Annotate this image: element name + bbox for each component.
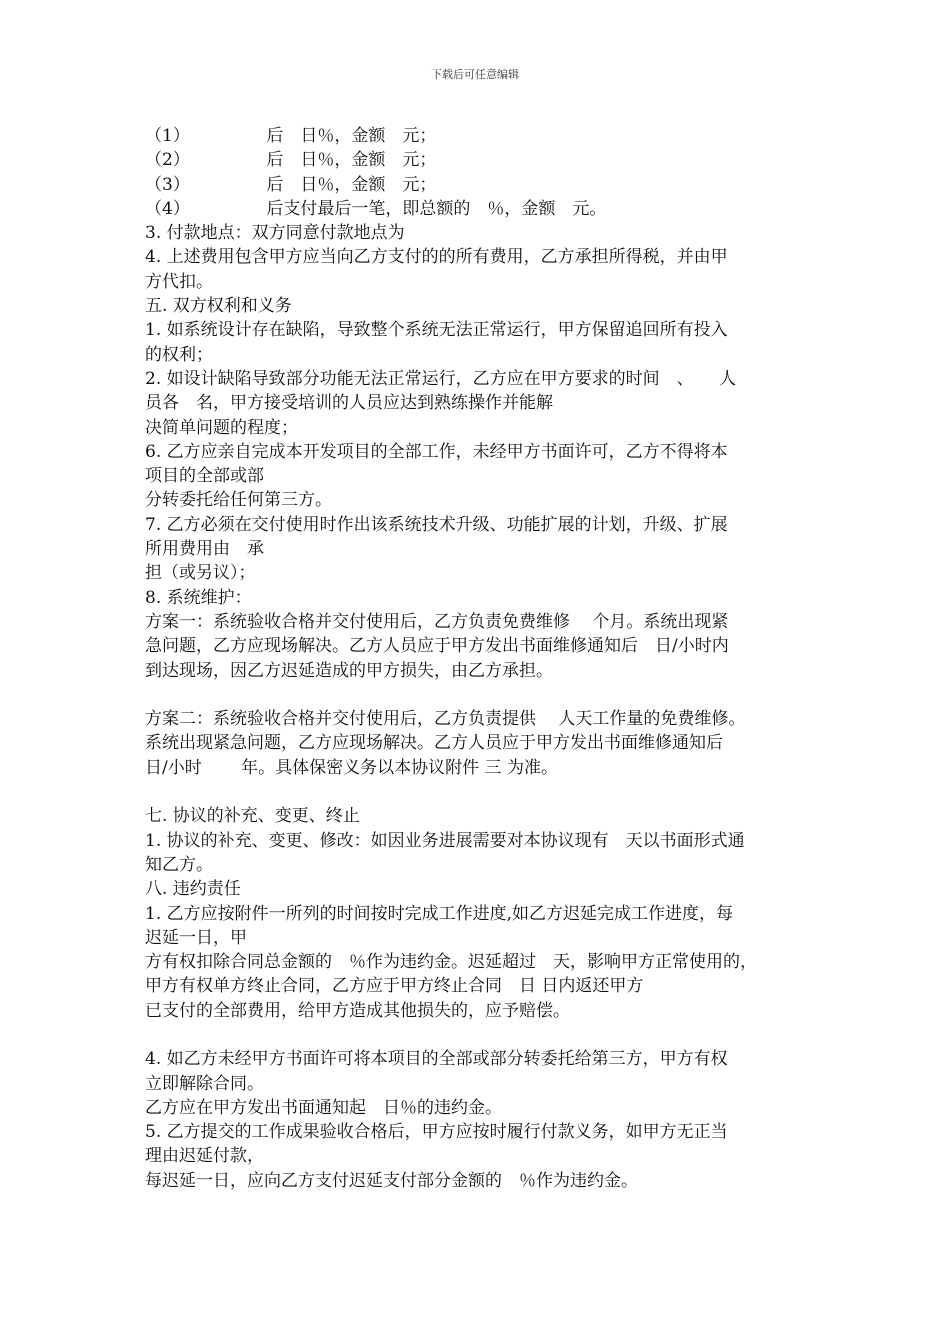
text-line: 1. 如系统设计存在缺陷，导致整个系统无法正常运行，甲方保留追回所有投入 [145, 320, 728, 341]
text-line: 到达现场，因乙方迟延造成的甲方损失，由乙方承担。 [145, 660, 553, 681]
text-line: 决简单问题的程度； [145, 417, 298, 438]
blank-line [145, 1023, 825, 1047]
text-line: 项目的全部或部 [145, 466, 264, 487]
text-line: 急问题，乙方应现场解决。乙方人员应于甲方发出书面维修通知后 日/小时内 [145, 636, 729, 657]
text-line: （2） 后 日％，金额 元； [145, 150, 437, 171]
text-line: 方有权扣除合同总金额的 ％作为违约金。迟延超过 天，影响甲方正常使用的， [145, 952, 757, 973]
text-line: 1. 协议的补充、变更、修改：如因业务进展需要对本协议现有 天以书面形式通 [145, 830, 745, 851]
text-line: 知乙方。 [145, 854, 213, 875]
document-body [145, 124, 825, 1193]
text-line: 1. 乙方应按附件一所列的时间按时完成工作进度,如乙方迟延完成工作进度，每 [145, 903, 734, 924]
text-line: 所用费用由 承 [145, 539, 264, 560]
text-line: 七. 协议的补充、变更、终止 [145, 806, 360, 827]
text-line: 甲方有权单方终止合同，乙方应于甲方终止合同 日 日内返还甲方 [145, 976, 644, 997]
text-line: （3） 后 日％，金额 元； [145, 174, 437, 195]
text-line: 8. 系统维护： [145, 587, 252, 608]
text-line: 2. 如设计缺陷导致部分功能无法正常运行，乙方应在甲方要求的时间 、 人 [145, 368, 737, 389]
text-line: 分转委托给任何第三方。 [145, 490, 332, 511]
text-line: 方代扣。 [145, 271, 213, 292]
text-line: 五. 双方权利和义务 [145, 296, 292, 317]
text-line: 员各 名，甲方接受培训的人员应达到熟练操作并能解 [145, 393, 553, 414]
text-line: 方案一：系统验收合格并交付使用后，乙方负责免费维修 个月。系统出现紧 [145, 611, 729, 632]
text-line: （1） 后 日％，金额 元； [145, 126, 437, 146]
text-line: 八. 违约责任 [145, 879, 241, 900]
text-line: 理由迟延付款， [145, 1146, 264, 1167]
text-line: 方案二：系统验收合格并交付使用后，乙方负责提供 人天工作量的免费维修。 [145, 709, 746, 730]
text-line: 3. 付款地点：双方同意付款地点为 [145, 223, 405, 244]
blank-line [145, 683, 825, 707]
text-line: 已支付的全部费用，给甲方造成其他损失的，应予赔偿。 [145, 1000, 570, 1021]
text-line: 立即解除合同。 [145, 1073, 264, 1094]
text-line: 每迟延一日，应向乙方支付迟延支付部分金额的 ％作为违约金。 [145, 1170, 638, 1191]
blank-line [145, 780, 825, 804]
text-line: 系统出现紧急问题，乙方应现场解决。乙方人员应于甲方发出书面维修通知后 [145, 733, 723, 754]
text-line: 日/小时 年。具体保密义务以本协议附件 三 为准。 [145, 757, 558, 778]
page-header: 下载后可任意编辑 [431, 68, 519, 81]
text-line: （4） 后支付最后一笔，即总额的 ％，金额 元。 [145, 198, 607, 219]
text-line: 6. 乙方应亲自完成本开发项目的全部工作，未经甲方书面许可，乙方不得将本 [145, 441, 728, 462]
text-line: 的权利； [145, 344, 213, 365]
text-line: 7. 乙方必须在交付使用时作出该系统技术升级、功能扩展的计划，升级、扩展 [145, 514, 728, 535]
text-line: 5. 乙方提交的工作成果验收合格后，甲方应按时履行付款义务，如甲方无正当 [145, 1122, 728, 1143]
text-line: 担（或另议）； [145, 563, 256, 584]
text-line: 4. 上述费用包含甲方应当向乙方支付的的所有费用，乙方承担所得税，并由甲 [145, 247, 728, 268]
text-line: 迟延一日，甲 [145, 927, 247, 948]
text-line: 4. 如乙方未经甲方书面许可将本项目的全部或部分转委托给第三方，甲方有权 [145, 1049, 728, 1070]
text-line: 乙方应在甲方发出书面通知起 日％的违约金。 [145, 1097, 502, 1118]
